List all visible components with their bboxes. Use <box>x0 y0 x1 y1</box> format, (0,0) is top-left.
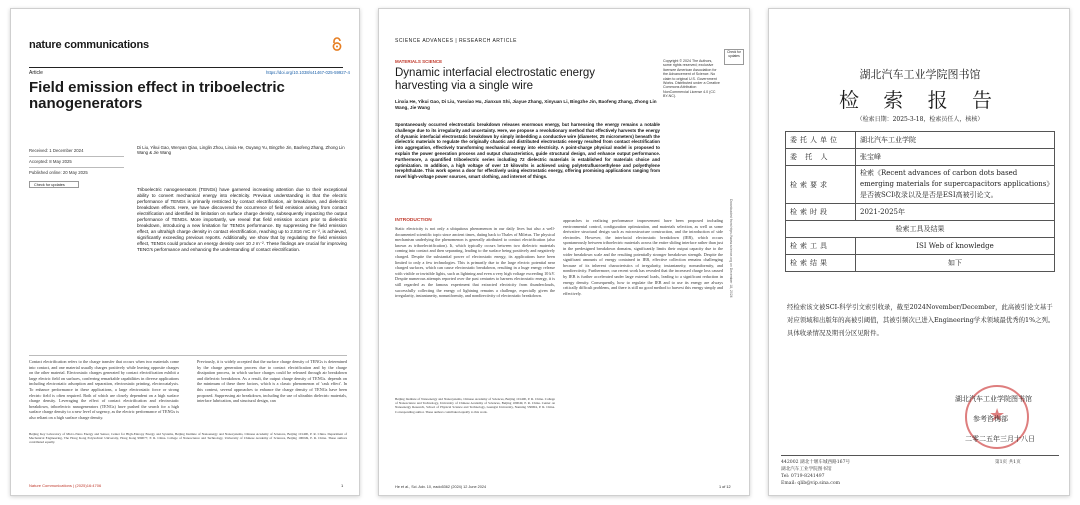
open-access-icon <box>331 37 343 51</box>
author-list: Linxia He, Yikui Gao, Di Liu, Yuexiao Hu, Jianxun Shi, Jiayue Zhang, Xinyuan Li, Bingzhe Jin, Baofeng Zhang, Zhong Lin Wang, Jie Wang <box>395 99 657 110</box>
table-row <box>786 221 1055 238</box>
check-updates-button[interactable]: Check for updates <box>29 181 79 188</box>
result-label: 检索结果 <box>786 255 856 272</box>
email-line: Email: qlib@vip.sina.com <box>781 481 840 486</box>
signature-dept: 参考咨询部 <box>973 415 1008 423</box>
page-count: 第1页 共1页 <box>995 460 1021 465</box>
library-name: 湖北汽车工业学院图书馆 <box>859 68 981 81</box>
page-number: 1 of 12 <box>719 485 731 489</box>
table-row <box>786 204 1055 221</box>
retrieval-report-page <box>768 8 1070 496</box>
download-note: Downloaded from https://www.science.org on December 18, 2024 <box>729 199 733 298</box>
body-column-right: Previously, it is widely accepted that the surface charge density of TENGs is determined by the charge generation process due to contact electrification and by the charge dissipation process, in which surface charges could be released through air breakdown and dielectric breakdown. As a result, the output charge density of TENGs. depends on the minimum of these three factors, which is a classic phenomenon of 'cask effect'. In this context, several approaches to enhance the charge density of TENGs have been proposed. Suppressing air breakdown, including the use of ultrathin dielectric materials, interface lubrication, and structural design, can <box>197 359 347 404</box>
check-updates-button[interactable]: Check for updates <box>724 49 744 65</box>
row-value: 张宝峰 <box>856 149 1055 166</box>
report-number: （检索日期：2025-3-18，检索员任人，核核） <box>856 116 984 123</box>
address-line: 442002 湖北十堰车城西路167号 <box>781 460 851 465</box>
table-row <box>786 166 1055 204</box>
intro-column-left: Static electricity is not only a ubiquitous phenomenon in our daily lives but also a well-documented scientific topic since ancient times, dating back to Thales of Miletus. The physical mechanism underlying the phenomenon is generally attributed to contact electrification (also known as triboelectrification). It, which typically occurs between two dielectric materials coming into contact and then separating, leading to the surface being positively and negatively charged. Despite the substantial power of electrostatic energy, its applications have been limited to only a few technologies. This is primarily due to the large electric potential near charged surfaces, which can cause electrostatic breakdown, resulting in a huge energy release with visible or invisible lights, such as lightning and even a very high voltage exceeding 10 kV. Despite numerous attempts reported over the past centuries to harness electrostatic energy, it is still regarded as the famous experiment that extracted electricity from thunderclouds, successfully collecting the energy of lightning remains a challenge, especially given the irregularity, instantaneity, nonuniformity, and nondirectivity of electrostatic breakdown. <box>395 226 555 299</box>
table-row <box>786 255 1055 272</box>
body-column-left: Contact electrification refers to the charge transfer that occurs when two materials come into contact, and one material usually charges positively while leaving opposite charges on the other material. Electrostatic charges generated by contact electrification exhibit a large electric field on surfaces, conferring remarkable capabilities in diverse applications including electrostatic adsorption and separation, electrostatic printing, electrocatalysis. To enhance performance in these applications, a large electrostatic force or strong electric field is often required. Both of which are closely dependent on a high surface charge density. Leveraging the effect of contact electrification and electrostatic breakdown, triboelectric nanogenerators (TENGs) have pushed the search for a high surface charge density to a new level of urgency, as the electric performance of TENGs is also reliant on a high surface charge density. <box>29 359 179 420</box>
doi-link[interactable]: https://doi.org/10.1038/s41467-025-59927-4 <box>266 70 350 75</box>
signature-org: 湖北汽车工业学院图书馆 <box>955 395 1032 403</box>
report-title: 检 索 报 告 <box>838 88 1002 112</box>
page-number: 1 <box>341 483 344 488</box>
article-title: Dynamic interfacial electrostatic energy harvesting via a single wire <box>395 67 596 92</box>
page-footer: Nature Communications | (2025)16:4706 <box>29 483 102 488</box>
page-footer: He et al., Sci. Adv. 10, eado5362 (2024) 12 June 2024 <box>395 485 487 489</box>
affiliations-footnote: Beijing Institute of Nanoenergy and Nanosystems, Chinese Academy of Sciences, Beijing 101400, P. R. China. College of Nanoscience and Technology, University of Chinese Academy of Sciences, Beijing 100049, P. R. China. Center on Nanoenergy Research, School of Physical Science and Technology, Guangxi University, Nanning 530004, P. R. China. Corresponding author. These authors contributed equally to this work. <box>395 397 555 414</box>
phone-line: Tel: 0719-8241497 <box>781 474 825 479</box>
row-value: 检索《Recent advances of carbon dots based emerging materials for supercapacitors applications》是否被SCI收录以及是否是ESI高被引论文。 <box>856 166 1055 204</box>
abstract: Triboelectric nanogenerators (TENGs) have garnered increasing attention due to their exceptional ability to convert mechanical energy into electricity. Previous understanding is that the electric performance of TENGs is primarily restricted by contact electrification, air breakdown, and dielectric breakdown effects. Here, we have discovered the occurrence of field emission arising from contact electrification and identified its limitation on surface charge density, subsequently impacting the output performance of TENGs. More importantly, we reveal that field emission occurs prior to dielectric breakdown, introducing a new limitation for TENGs performance. By suppressing the field emission effect, an ultrahigh charge density in contact electrification, reaching up to 2.816 mC m⁻², is achieved, significantly exceeding previous reports. Additionally, we show that by regulating the field emission effect, TENGs could produce an energy density over 10 J m⁻². These findings are crucial for improving TENG's performance and enhancing the understanding of contact electrification. <box>137 187 347 252</box>
author-list: Di Liu, Yikui Gao, Wenyan Qiao, Linglin Zhou, Linxia He, Ouyang Yu, Bingzhe Jin, Baofeng Zhang, Zhong Lin Wang & Jie Wang <box>137 145 345 156</box>
nature-communications-page <box>10 8 360 496</box>
abstract: Spontaneously occurred electrostatic breakdown releases enormous energy, but harnessing the energy remains a notable challenge due to its irregularity and uncertainty. Here, we propose a revolutionary method that effectively harvests the energy of dynamic interfacial electrostatic breakdown by simply imbedding a conductive wire (diameter, 25 micrometers) beneath the dielectric materials to regulate the originally chaotic and distributed electrostatic energy resulted from contact electrification into aggregation, effectively transforming mechanical energy into electricity. A point-charge physical model is proposed to explain the power generation process and output characteristics, guide structural design, and enhance output performance. Furthermore, a quantified triboelectric series including 72 dielectric materials is established for materials choice and optimization. In addition, a high voltage of over 10 kilovolts is achieved using polytetrafluoroethylene and polyethylene terephthalate. This work opens a door for effectively using electrostatic energy, offering promising applications ranging from novel high-voltage power sources, smart clothing, and internet of things. <box>395 122 660 180</box>
section-heading: 检索工具及结果 <box>786 221 1055 238</box>
affiliations-footnote: Beijing Key Laboratory of Micro-Nano Energy and Sensor, Center for High-Entropy Energy and Systems, Beijing Institute of Nanoenergy and Nanosystems, Chinese Academy of Sciences, Beijing 101400, P. R. China. Department of Mechanical Engineering, The Hong Kong Polytechnic University, Hong Kong 999077, P. R. China. College of Nanoscience and Technology, University of Chinese Academy of Sciences, Beijing 100049, P. R. China. These authors contributed equally. <box>29 432 347 445</box>
table-row <box>786 132 1055 149</box>
published-date: Published online: 20 May 2025 <box>29 170 88 175</box>
article-title: Field emission effect in triboelectric nanogenerators <box>29 79 285 112</box>
address-line: 湖北汽车工业学院图书馆 <box>781 467 832 472</box>
journal-header: SCIENCE ADVANCES | RESEARCH ARTICLE <box>395 38 517 44</box>
row-label: 检索时段 <box>786 204 856 221</box>
intro-column-right: approaches to realizing performance improvement have been proposed including environmental control, configuration optimization, and materials selection, as well as some derivative structural design such as microstructure construction, and the introduction of side electrodes. However, the interfacial electrostatic breakdown (IEB), which occurs spontaneously between triboelectric materials across the entire sliding interface rather than just in the predesigned breakdown domains, significantly limits their output capacity due to the wider breakdown scale and the resulting potentially stronger breakdown strength. Despite the significant amounts of energy contained in IEB, effective collection remains challenging because of its inherent characteristics of irregularity, instantaneity, nonuniformity, and nondirectivity. Furthermore, our recent work has revealed that the increased charge loss caused by IEB is further accelerated under large external loads, leading to a significant reduction in energy density. Consequently, how to regulate the IEB and to use its energy are always critically difficult problems, and there is still no good method to harvest this energy simply and effectively. <box>563 218 723 296</box>
row-label: 委 托 人 <box>786 149 856 166</box>
row-value: 湖北汽车工业学院 <box>856 132 1055 149</box>
article-type: Article <box>29 70 43 76</box>
copyright-note: Copyright © 2024 The Authors, some rights reserved; exclusive licensee American Association for the Advancement of Science. No claim to original U.S. Government Works. Distributed under a Creative Commons Attribution NonCommercial License 4.0 (CC BY-NC). <box>663 59 720 99</box>
table-row <box>786 238 1055 255</box>
tool-value: ISI Web of knowledge <box>856 238 1055 255</box>
tool-label: 检索工具 <box>786 238 856 255</box>
journal-name: nature communications <box>29 39 149 51</box>
science-advances-page <box>378 8 750 496</box>
table-row <box>786 149 1055 166</box>
intro-heading: INTRODUCTION <box>395 218 432 223</box>
result-value: 如下 <box>856 255 1055 272</box>
conclusion-text: 经检索该文被SCI-科学引文索引收录，截至2024November/December，此高被引论文基于对应领域和出版年的高被引阈值，其被引频次已进入Engineering学术领域最优秀的1%之列。具体收录情况及期刊分区见附件。 <box>787 303 1055 337</box>
row-label: 委托人单位 <box>786 132 856 149</box>
section-label: MATERIALS SCIENCE <box>395 59 443 64</box>
row-label: 检索要求 <box>786 166 856 204</box>
received-date: Received: 1 December 2024 <box>29 148 84 153</box>
row-value: 2021-2025年 <box>856 204 1055 221</box>
report-table <box>785 131 1055 272</box>
accepted-date: Accepted: 8 May 2025 <box>29 159 72 164</box>
signature-date: 二零二五年三月十八日 <box>965 435 1035 443</box>
